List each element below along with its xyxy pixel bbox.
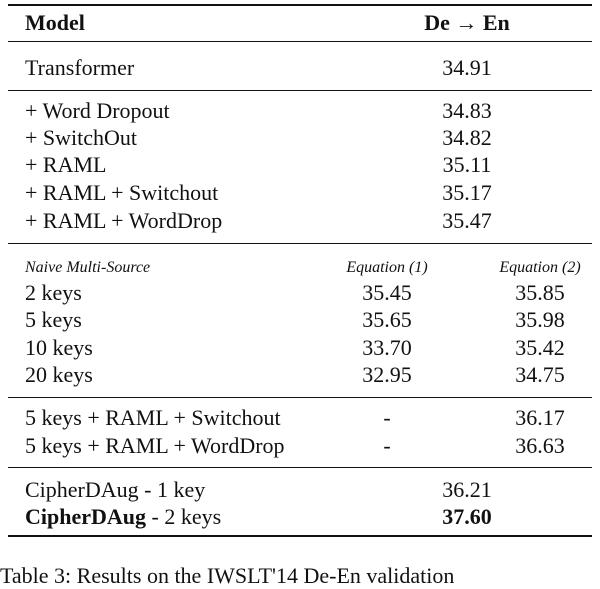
row-model: + RAML + WordDrop bbox=[25, 208, 223, 233]
row-eq1: 35.45 bbox=[362, 280, 412, 305]
section-rule bbox=[8, 397, 592, 398]
row-model: + SwitchOut bbox=[25, 125, 138, 150]
row-eq1: 32.95 bbox=[362, 362, 412, 387]
section-rule bbox=[8, 467, 592, 468]
col-eq1: Equation (1) bbox=[346, 259, 428, 276]
row-model: 10 keys bbox=[25, 335, 93, 360]
row-model: + Word Dropout bbox=[25, 98, 170, 123]
header-pair: De → En bbox=[424, 10, 510, 35]
col-eq2: Equation (2) bbox=[499, 259, 581, 276]
table-caption: Table 3: Results on the IWSLT'14 De-En validation bbox=[0, 563, 455, 588]
row-eq1: - bbox=[383, 405, 391, 430]
header-rule bbox=[8, 41, 592, 42]
top-rule bbox=[8, 4, 592, 6]
row-score: 35.11 bbox=[442, 152, 492, 177]
cipher-name: CipherDAug bbox=[25, 504, 147, 529]
cipher-name: CipherDAug bbox=[25, 477, 139, 502]
row-score-best: 37.60 bbox=[442, 504, 492, 529]
header-model: Model bbox=[25, 10, 85, 35]
row-eq1: 35.65 bbox=[362, 307, 412, 332]
row-eq1: 33.70 bbox=[362, 335, 412, 360]
multi-source-title: Naive Multi-Source bbox=[25, 259, 151, 276]
cipher-row-model bbox=[25, 478, 205, 502]
row-score: 34.83 bbox=[442, 98, 492, 123]
row-eq2: 35.98 bbox=[515, 307, 565, 332]
row-eq2: 35.42 bbox=[515, 335, 565, 360]
row-eq1: - bbox=[383, 433, 391, 458]
row-eq2: 34.75 bbox=[515, 362, 565, 387]
row-model: 5 keys bbox=[25, 307, 82, 332]
row-score: 34.82 bbox=[442, 125, 492, 150]
baseline-score: 34.91 bbox=[442, 55, 492, 80]
row-eq2: 36.17 bbox=[515, 405, 565, 430]
row-model: + RAML bbox=[25, 152, 107, 177]
section-rule bbox=[8, 243, 592, 244]
row-model: + RAML + Switchout bbox=[25, 180, 219, 205]
row-eq2: 35.85 bbox=[515, 280, 565, 305]
row-model: 2 keys bbox=[25, 280, 82, 305]
row-score: 35.47 bbox=[442, 208, 492, 233]
cipher-suffix: - 2 keys bbox=[146, 504, 222, 529]
section-rule bbox=[8, 90, 592, 91]
bottom-rule bbox=[8, 535, 592, 537]
baseline-model: Transformer bbox=[25, 55, 135, 80]
cipher-row-model bbox=[25, 505, 221, 529]
row-model: 20 keys bbox=[25, 362, 93, 387]
row-model: 5 keys + RAML + Switchout bbox=[25, 405, 281, 430]
row-model: 5 keys + RAML + WordDrop bbox=[25, 433, 285, 458]
cipher-suffix: - 1 key bbox=[138, 477, 206, 502]
row-eq2: 36.63 bbox=[515, 433, 565, 458]
row-score: 35.17 bbox=[442, 180, 492, 205]
row-score: 36.21 bbox=[442, 477, 492, 502]
